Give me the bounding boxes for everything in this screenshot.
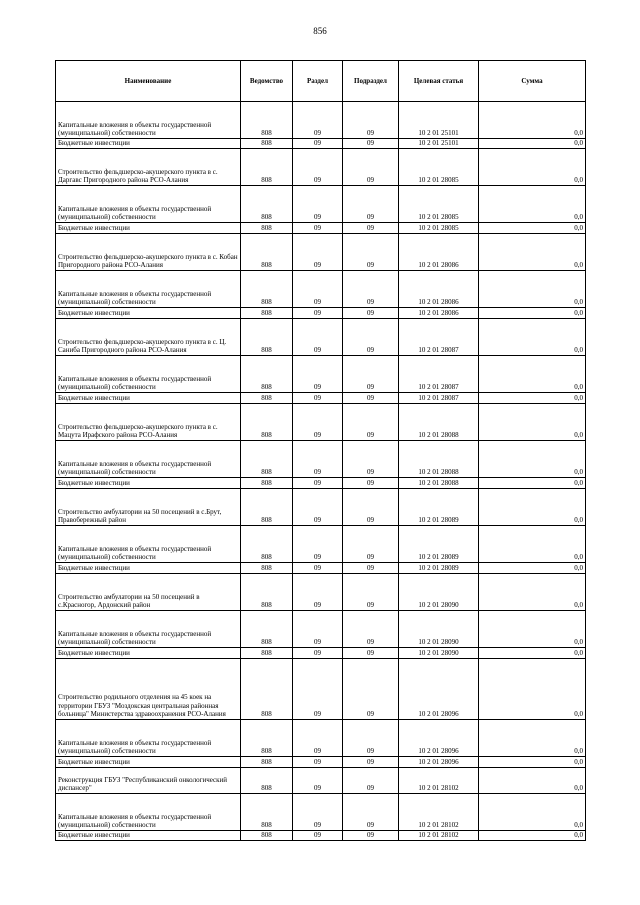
row-subsection: 09 <box>343 234 399 271</box>
row-target: 10 2 01 28102 <box>399 768 479 794</box>
row-sum: 0,0 <box>479 563 586 574</box>
table-row <box>56 308 586 319</box>
row-name: Строительство фельдшерско-акушерского пункта в с. Ц. Саниба Пригородного района РСО-Алания <box>56 319 241 356</box>
row-sum: 0,0 <box>479 441 586 478</box>
row-section: 09 <box>293 393 343 404</box>
row-sum: 0,0 <box>479 271 586 308</box>
row-dept: 808 <box>241 757 293 768</box>
row-sum: 0,0 <box>479 768 586 794</box>
row-dept: 808 <box>241 404 293 441</box>
row-dept: 808 <box>241 319 293 356</box>
row-section: 09 <box>293 139 343 149</box>
row-subsection: 09 <box>343 794 399 831</box>
table-row <box>56 356 586 393</box>
row-section: 09 <box>293 441 343 478</box>
row-sum: 0,0 <box>479 319 586 356</box>
row-section: 09 <box>293 149 343 186</box>
row-dept: 808 <box>241 102 293 139</box>
row-target: 10 2 01 28085 <box>399 149 479 186</box>
row-dept: 808 <box>241 648 293 659</box>
table-row <box>56 574 586 611</box>
row-dept: 808 <box>241 720 293 757</box>
row-target: 10 2 01 28086 <box>399 308 479 319</box>
row-name: Капитальные вложения в объекты государственной (муниципальной) собственности <box>56 271 241 308</box>
row-subsection: 09 <box>343 139 399 149</box>
row-section: 09 <box>293 186 343 223</box>
row-name: Капитальные вложения в объекты государственной (муниципальной) собственности <box>56 102 241 139</box>
row-name: Бюджетные инвестиции <box>56 478 241 489</box>
row-subsection: 09 <box>343 648 399 659</box>
table-row <box>56 563 586 574</box>
row-sum: 0,0 <box>479 223 586 234</box>
header-name: Наименование <box>56 61 241 102</box>
row-subsection: 09 <box>343 271 399 308</box>
row-name: Капитальные вложения в объекты государственной (муниципальной) собственности <box>56 720 241 757</box>
row-section: 09 <box>293 404 343 441</box>
row-name: Бюджетные инвестиции <box>56 648 241 659</box>
budget-table <box>55 60 586 841</box>
row-target: 10 2 01 28088 <box>399 441 479 478</box>
row-name: Строительство амбулатории на 50 посещений в с.Брут, Правобережный район <box>56 489 241 526</box>
row-subsection: 09 <box>343 720 399 757</box>
row-name: Бюджетные инвестиции <box>56 308 241 319</box>
row-name: Бюджетные инвестиции <box>56 223 241 234</box>
row-target: 10 2 01 28090 <box>399 648 479 659</box>
row-subsection: 09 <box>343 757 399 768</box>
row-sum: 0,0 <box>479 720 586 757</box>
row-target: 10 2 01 25101 <box>399 102 479 139</box>
row-name: Бюджетные инвестиции <box>56 393 241 404</box>
row-sum: 0,0 <box>479 574 586 611</box>
row-section: 09 <box>293 356 343 393</box>
row-target: 10 2 01 28085 <box>399 186 479 223</box>
row-section: 09 <box>293 308 343 319</box>
row-section: 09 <box>293 757 343 768</box>
table-row <box>56 393 586 404</box>
table-body <box>56 102 586 841</box>
row-target: 10 2 01 28089 <box>399 489 479 526</box>
row-sum: 0,0 <box>479 234 586 271</box>
table-row <box>56 404 586 441</box>
row-target: 10 2 01 28096 <box>399 757 479 768</box>
row-section: 09 <box>293 563 343 574</box>
table-row <box>56 102 586 139</box>
row-dept: 808 <box>241 139 293 149</box>
row-dept: 808 <box>241 223 293 234</box>
row-dept: 808 <box>241 768 293 794</box>
table-row <box>56 139 586 149</box>
row-target: 10 2 01 28102 <box>399 794 479 831</box>
row-target: 10 2 01 28096 <box>399 720 479 757</box>
row-section: 09 <box>293 794 343 831</box>
row-section: 09 <box>293 720 343 757</box>
row-dept: 808 <box>241 308 293 319</box>
row-target: 10 2 01 28090 <box>399 574 479 611</box>
row-subsection: 09 <box>343 223 399 234</box>
row-dept: 808 <box>241 831 293 841</box>
page-number: 856 <box>313 26 327 36</box>
row-section: 09 <box>293 659 343 720</box>
row-name: Реконструкция ГБУЗ "Республиканский онкологический диспансер" <box>56 768 241 794</box>
row-target: 10 2 01 28102 <box>399 831 479 841</box>
row-name: Строительство родильного отделения на 45 коек на территории ГБУЗ "Моздокская центральная районная больница" Министерства здравоохранения РСО-Алания <box>56 659 241 720</box>
row-sum: 0,0 <box>479 404 586 441</box>
table-row <box>56 757 586 768</box>
row-subsection: 09 <box>343 831 399 841</box>
row-name: Капитальные вложения в объекты государственной (муниципальной) собственности <box>56 356 241 393</box>
row-subsection: 09 <box>343 319 399 356</box>
row-subsection: 09 <box>343 574 399 611</box>
row-sum: 0,0 <box>479 102 586 139</box>
row-dept: 808 <box>241 563 293 574</box>
table-row <box>56 478 586 489</box>
table-row <box>56 223 586 234</box>
row-subsection: 09 <box>343 102 399 139</box>
row-subsection: 09 <box>343 611 399 648</box>
row-name: Бюджетные инвестиции <box>56 757 241 768</box>
table-row <box>56 720 586 757</box>
row-subsection: 09 <box>343 356 399 393</box>
row-subsection: 09 <box>343 659 399 720</box>
row-subsection: 09 <box>343 478 399 489</box>
row-sum: 0,0 <box>479 308 586 319</box>
row-dept: 808 <box>241 271 293 308</box>
row-sum: 0,0 <box>479 356 586 393</box>
row-section: 09 <box>293 526 343 563</box>
row-section: 09 <box>293 611 343 648</box>
table-row <box>56 319 586 356</box>
table-row <box>56 768 586 794</box>
row-dept: 808 <box>241 356 293 393</box>
row-name: Капитальные вложения в объекты государственной (муниципальной) собственности <box>56 611 241 648</box>
table-row <box>56 271 586 308</box>
row-sum: 0,0 <box>479 526 586 563</box>
row-target: 10 2 01 28087 <box>399 393 479 404</box>
row-target: 10 2 01 28096 <box>399 659 479 720</box>
row-dept: 808 <box>241 489 293 526</box>
table-row <box>56 831 586 841</box>
table-row <box>56 234 586 271</box>
row-sum: 0,0 <box>479 831 586 841</box>
row-sum: 0,0 <box>479 186 586 223</box>
table-row <box>56 186 586 223</box>
row-name: Строительство амбулатории на 50 посещений в с.Красногор, Ардонский район <box>56 574 241 611</box>
table-row <box>56 489 586 526</box>
table-row <box>56 648 586 659</box>
header-dept: Ведомство <box>241 61 293 102</box>
row-section: 09 <box>293 574 343 611</box>
row-sum: 0,0 <box>479 139 586 149</box>
header-subsection: Подраздел <box>343 61 399 102</box>
row-target: 10 2 01 28089 <box>399 563 479 574</box>
row-dept: 808 <box>241 478 293 489</box>
row-dept: 808 <box>241 186 293 223</box>
row-dept: 808 <box>241 611 293 648</box>
row-subsection: 09 <box>343 308 399 319</box>
row-section: 09 <box>293 319 343 356</box>
row-dept: 808 <box>241 574 293 611</box>
row-sum: 0,0 <box>479 611 586 648</box>
table-row <box>56 659 586 720</box>
row-dept: 808 <box>241 441 293 478</box>
row-target: 10 2 01 28088 <box>399 478 479 489</box>
row-dept: 808 <box>241 393 293 404</box>
row-sum: 0,0 <box>479 757 586 768</box>
row-target: 10 2 01 28089 <box>399 526 479 563</box>
row-section: 09 <box>293 102 343 139</box>
row-target: 10 2 01 28088 <box>399 404 479 441</box>
row-target: 10 2 01 25101 <box>399 139 479 149</box>
row-dept: 808 <box>241 234 293 271</box>
row-name: Бюджетные инвестиции <box>56 831 241 841</box>
table-row <box>56 441 586 478</box>
row-subsection: 09 <box>343 489 399 526</box>
table-row <box>56 526 586 563</box>
row-sum: 0,0 <box>479 648 586 659</box>
row-section: 09 <box>293 831 343 841</box>
row-sum: 0,0 <box>479 478 586 489</box>
row-section: 09 <box>293 648 343 659</box>
row-name: Капитальные вложения в объекты государственной (муниципальной) собственности <box>56 186 241 223</box>
row-section: 09 <box>293 271 343 308</box>
row-name: Строительство фельдшерско-акушерского пункта в с. Мацута Ирафского района РСО-Алания <box>56 404 241 441</box>
table-header-row <box>56 61 586 102</box>
row-target: 10 2 01 28086 <box>399 234 479 271</box>
row-name: Капитальные вложения в объекты государственной (муниципальной) собственности <box>56 526 241 563</box>
table-row <box>56 149 586 186</box>
row-section: 09 <box>293 489 343 526</box>
row-sum: 0,0 <box>479 794 586 831</box>
row-name: Бюджетные инвестиции <box>56 563 241 574</box>
header-sum: Сумма <box>479 61 586 102</box>
row-subsection: 09 <box>343 563 399 574</box>
row-section: 09 <box>293 223 343 234</box>
row-section: 09 <box>293 768 343 794</box>
row-dept: 808 <box>241 526 293 563</box>
row-dept: 808 <box>241 149 293 186</box>
row-sum: 0,0 <box>479 659 586 720</box>
row-dept: 808 <box>241 794 293 831</box>
row-subsection: 09 <box>343 526 399 563</box>
row-target: 10 2 01 28087 <box>399 319 479 356</box>
row-name: Строительство фельдшерско-акушерского пункта в с. Даргавс Пригородного района РСО-Алания <box>56 149 241 186</box>
table-row <box>56 794 586 831</box>
row-subsection: 09 <box>343 186 399 223</box>
row-dept: 808 <box>241 659 293 720</box>
header-section: Раздел <box>293 61 343 102</box>
header-target: Целевая статья <box>399 61 479 102</box>
row-target: 10 2 01 28090 <box>399 611 479 648</box>
row-target: 10 2 01 28087 <box>399 356 479 393</box>
row-sum: 0,0 <box>479 489 586 526</box>
table-row <box>56 611 586 648</box>
row-subsection: 09 <box>343 441 399 478</box>
row-subsection: 09 <box>343 404 399 441</box>
row-subsection: 09 <box>343 768 399 794</box>
row-subsection: 09 <box>343 393 399 404</box>
row-section: 09 <box>293 234 343 271</box>
row-target: 10 2 01 28086 <box>399 271 479 308</box>
row-name: Строительство фельдшерско-акушерского пункта в с. Кобан Пригородного района РСО-Алания <box>56 234 241 271</box>
row-name: Капитальные вложения в объекты государственной (муниципальной) собственности <box>56 441 241 478</box>
row-section: 09 <box>293 478 343 489</box>
row-sum: 0,0 <box>479 149 586 186</box>
row-target: 10 2 01 28085 <box>399 223 479 234</box>
row-name: Капитальные вложения в объекты государственной (муниципальной) собственности <box>56 794 241 831</box>
row-name: Бюджетные инвестиции <box>56 139 241 149</box>
row-sum: 0,0 <box>479 393 586 404</box>
row-subsection: 09 <box>343 149 399 186</box>
